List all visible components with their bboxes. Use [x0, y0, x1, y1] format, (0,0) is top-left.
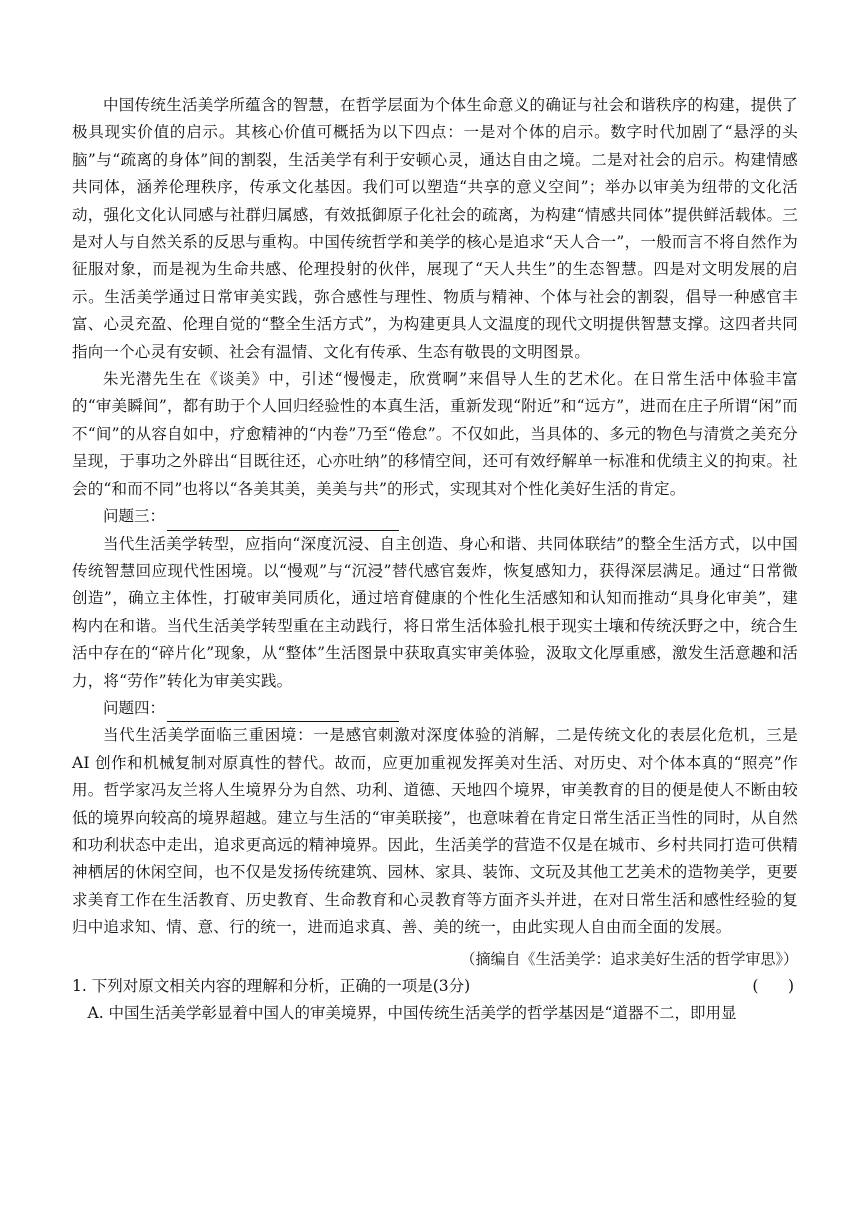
option-a: A. 中国生活美学彰显着中国人的审美境界，中国传统生活美学的哲学基因是“道器不二，即用显 [87, 1004, 737, 1022]
paragraph-zhu-guangqian: 朱光潜先生在《谈美》中，引述“慢慢走，欣赏啊”来倡导人生的艺术化。在日常生活中体验丰富的“审美瞬间”，都有助于个人回归经验性的本真生活，重新发现“附近”和“远方”，进而在庄子所谓“闲”而不“间”的从容自如中，疗愈精神的“内卷”乃至“倦怠”。不仅如此，当具体的、多元的物色与清赏之美充分呈现，于事功之外辟出“目既往还，心亦吐纳”的移情空间，还可有效纾解单一标准和优绩主义的拘束。社会的“和而不同”也将以“各美其美，美美与共”的形式，实现其对个性化美好生活的肯定。 [72, 370, 798, 498]
question-three-line [72, 503, 798, 530]
question-one-stem: 1. 下列对原文相关内容的理解和分析，正确的一项是(3分) [72, 976, 471, 995]
question-four-blank[interactable] [167, 701, 399, 722]
question-three-blank[interactable] [167, 510, 399, 531]
answer-parentheses[interactable]: ( ) [752, 976, 794, 995]
question-one [72, 973, 798, 1000]
question-four-line [72, 695, 798, 722]
document-page [72, 92, 798, 1027]
source-citation: （摘编自《生活美学：追求美好生活的哲学审思》） [460, 949, 798, 968]
paragraph-three-dilemmas: 当代生活美学面临三重困境：一是感官刺激对深度体验的消解，二是传统文化的表层化危机，三是 AI 创作和机械复制对原真性的替代。故而，应更加重视发挥美对生活、对历史、对个体本真的“照亮”作用。哲学家冯友兰将人生境界分为自然、功利、道德、天地四个境界，审美教育的目的便是使人不断由较低的境界向较高的境界超越。建立与生活的“审美联接”，也意味着在肯定日常生活正当性的同时，从自然和功利状态中走出，追求更高远的精神境界。因此，生活美学的营造不仅是在城市、乡村共同打造可供精神栖居的休闲空间，也不仅是发扬传统建筑、园林、家具、装饰、文玩及其他工艺美术的造物美学，更要求美育工作在生活教育、历史教育、生命教育和心灵教育等方面齐头并进，在对日常生活和感性经验的复归中追求知、情、意、行的统一，进而追求真、善、美的统一，由此实现人自由而全面的发展。 [72, 726, 798, 937]
question-three-label: 问题三： [103, 507, 166, 526]
question-four-label: 问题四： [103, 698, 166, 717]
paragraph-transformation: 当代生活美学转型，应指向“深度沉浸、自主创造、身心和谐、共同体联结”的整全生活方式，以中国传统智慧回应现代性困境。以“慢观”与“沉浸”替代感官轰炸，恢复感知力，获得深层满足。通过“日常微创造”，确立主体性，打破审美同质化，通过培育健康的个性化生活感知和认知而推动“具身化审美”，建构内在和谐。当代生活美学转型重在主动践行，将日常生活体验扎根于现实土壤和传统沃野之中，统合生活中存在的“碎片化”现象，从“整体”生活图景中获取真实审美体验，汲取文化厚重感，激发生活意趣和活力，将“劳作”转化为审美实践。 [72, 534, 798, 690]
paragraph-four-insights: 中国传统生活美学所蕴含的智慧，在哲学层面为个体生命意义的确证与社会和谐秩序的构建，提供了极具现实价值的启示。其核心价值可概括为以下四点：一是对个体的启示。数字时代加剧了“悬浮的头脑”与“疏离的身体”间的割裂，生活美学有利于安顿心灵，通达自由之境。二是对社会的启示。构建情感共同体，涵养伦理秩序，传承文化基因。我们可以塑造“共享的意义空间”；举办以审美为纽带的文化活动，强化文化认同感与社群归属感，有效抵御原子化社会的疏离，为构建“情感共同体”提供鲜活载体。三是对人与自然关系的反思与重构。中国传统哲学和美学的核心是追求“天人合一”，一般而言不将自然作为征服对象，而是视为生命共感、伦理投射的伙伴，展现了“天人共生”的生态智慧。四是对文明发展的启示。生活美学通过日常审美实践，弥合感性与理性、物质与精神、个体与社会的割裂，倡导一种感官丰富、心灵充盈、伦理自觉的“整全生活方式”，为构建更具人文温度的现代文明提供智慧支撑。这四者共同指向一个心灵有安顿、社会有温情、文化有传承、生态有敬畏的文明图景。 [72, 96, 798, 361]
